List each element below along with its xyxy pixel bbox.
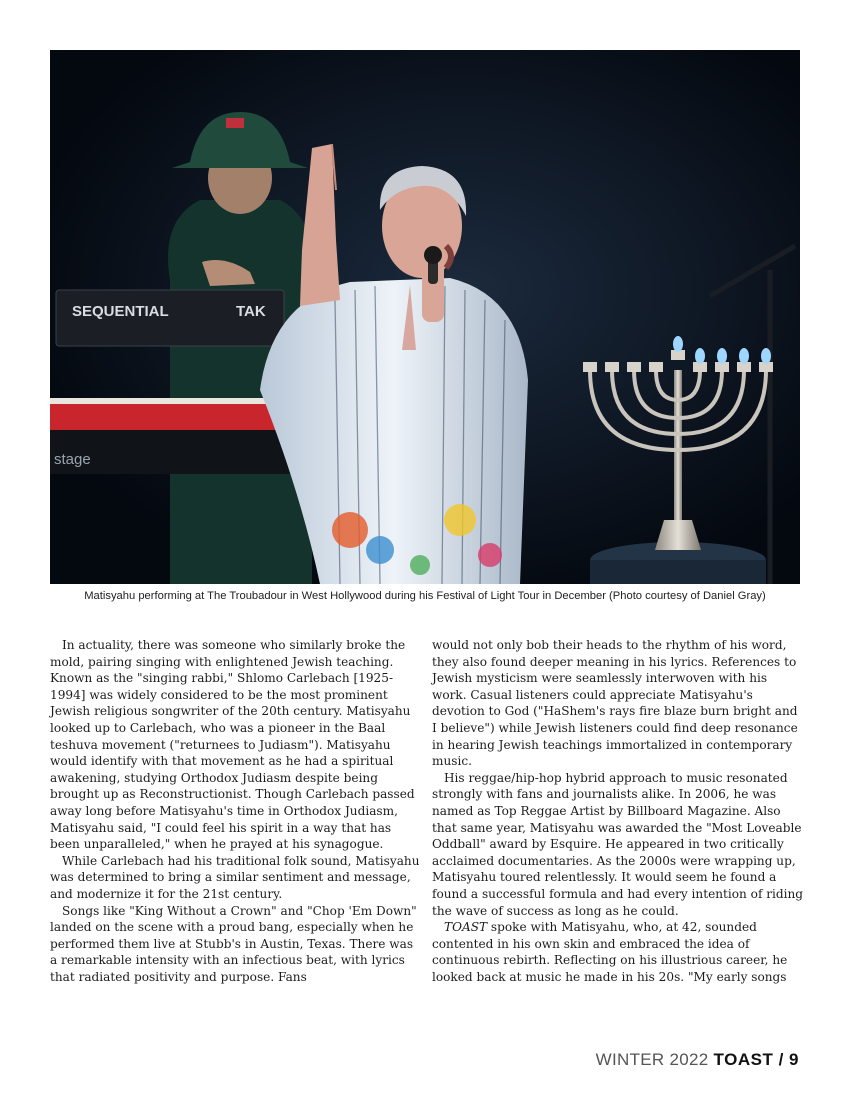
paragraph: In actuality, there was someone who similarly broke the mold, pairing singing with enlightened Jewish teaching. Known as the "singing rabbi," Shlomo Carlebach [1925-1994] was widely considered to be the most prominent Jewish religious songwriter of the 20th century. Matisyahu looked up to Carlebach, who was a pioneer in the Baal teshuva movement ("returnees to Judiasm"). Matisyahu would identify with that movement as he had a spiritual awakening, studying Orthodox Judiasm despite being brought up as Reconstructionist. Though Carlebach passed away long before Matisyahu's time in Orthodox Judiasm, Matisyahu said, "I could feel his spirit in a way that has been unparalleled," when he prayed at his synagogue.: [50, 638, 415, 852]
page-footer: [596, 1049, 799, 1071]
paragraph-continued: would not only bob their heads to the rhythm of his word, they also found deeper meaning in his lyrics. References to Jewish mysticism were seamlessly interwoven with his work. Casual listeners could appreciate Matisyahu's devotion to God ("HaShem's rays fire blaze burn bright and I believe") while Jewish listeners could find deep resonance in hearing Jewish teachings immortalized in contemporary music.: [432, 638, 798, 769]
article-column-left: [50, 637, 422, 985]
concert-photo: [50, 50, 800, 584]
article-column-right: [432, 637, 804, 985]
photo-caption: Matisyahu performing at The Troubadour in West Hollywood during his Festival of Light Tour in December (Photo courtesy of Daniel Gray): [84, 590, 766, 602]
issue-date: WINTER 2022: [595, 1050, 709, 1069]
paragraph: While Carlebach had his traditional folk sound, Matisyahu was determined to bring a similar sentiment and message, and modernize it for the 21st century.: [50, 853, 420, 901]
folio-separator: /: [773, 1050, 790, 1069]
paragraph: His reggae/hip-hop hybrid approach to music resonated strongly with fans and journalists alike. In 2006, he was named as Top Reggae Artist by Billboard Magazine. Also that same year, Matisyahu was awarded the "Most Loveable Oddball" award by Esquire. He appeared in two critically acclaimed documentaries. As the 2000s were wrapping up, Matisyahu toured relentlessly. It would seem he found a found a successful formula and had every intention of riding the wave of success as long as he could.: [432, 770, 804, 918]
magazine-brand: TOAST: [713, 1050, 774, 1069]
paragraph-text: spoke with Matisyahu, who, at 42, sounded contented in his own skin and embraced the idea of continuous rebirth. Reflecting on his illustrious career, he looked back at music he made in his 20s. "My early songs: [432, 920, 788, 984]
paragraph: Songs like "King Without a Crown" and "Chop 'Em Down" landed on the scene with a proud bang, especially when he performed them live at Stubb's in Austin, Texas. There was a remarkable intensity with an infectious beat, with lyrics that radiated positivity and purpose. Fans: [50, 903, 417, 984]
magazine-name-italic: TOAST: [444, 920, 488, 935]
stage-piano-label: stage: [54, 451, 91, 468]
keyboard-model-label: TAK: [236, 303, 266, 320]
page-number: 9: [789, 1050, 799, 1069]
keyboard-brand-label: SEQUENTIAL: [72, 303, 169, 320]
paragraph: [432, 919, 804, 985]
